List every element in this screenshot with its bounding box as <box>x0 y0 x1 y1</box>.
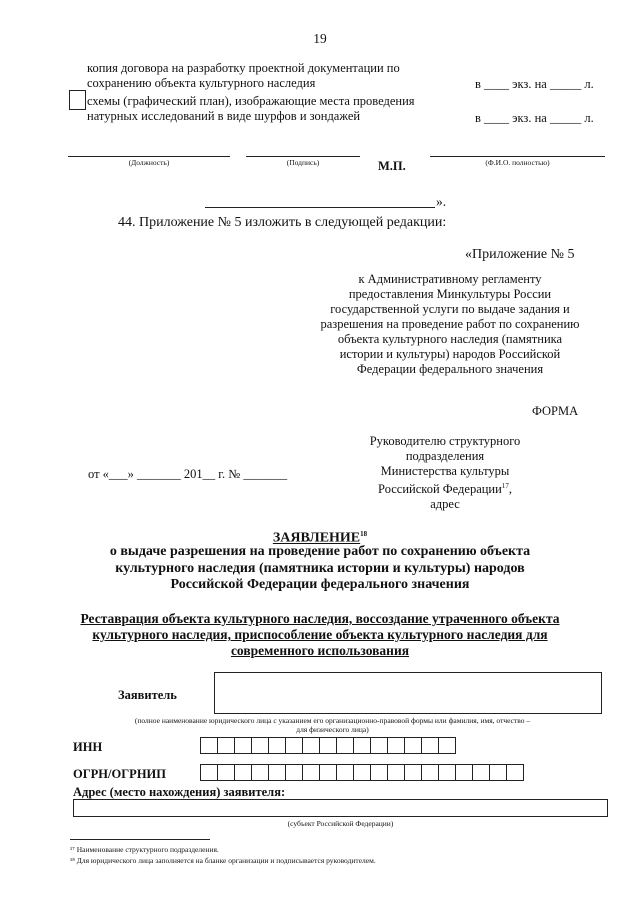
ogrn-cell[interactable] <box>438 764 456 781</box>
addressee-line: Руководителю структурного <box>369 434 521 448</box>
statement-subtitle: о выдаче разрешения на проведение работ по сохранению объекта культурного наследия (памятника истории и культуры) народов Российской Федерации федерального значения <box>109 544 531 592</box>
inn-cell[interactable] <box>200 737 218 754</box>
stamp-label: М.П. <box>378 159 406 173</box>
addressee-line: Министерства культуры <box>380 464 510 478</box>
ogrn-cell[interactable] <box>489 764 507 781</box>
inn-cell[interactable] <box>302 737 320 754</box>
appendix-line: Федерации федерального значения <box>356 362 544 376</box>
statement-title: ЗАЯВЛЕНИЕ$^{18}$ <box>272 530 368 546</box>
appendix-line: к Административному регламенту <box>358 272 542 286</box>
date-number-line: от «___» _______ 201__ г. № _______ <box>88 467 288 481</box>
footnote-ref-18: 18 <box>360 530 368 538</box>
position-line <box>68 156 230 157</box>
inn-cell[interactable] <box>387 737 405 754</box>
inn-cell[interactable] <box>404 737 422 754</box>
ogrn-cell[interactable] <box>370 764 388 781</box>
footnote-ref-17: 17 <box>501 482 509 490</box>
document-item-2-copies: в ____ экз. на _____ л. <box>475 111 594 125</box>
inn-cell[interactable] <box>336 737 354 754</box>
addressee-line: адрес <box>430 497 460 512</box>
ogrn-cell[interactable] <box>285 764 303 781</box>
ogrn-cell[interactable] <box>421 764 439 781</box>
fio-label: (Ф.И.О. полностью) <box>485 158 550 167</box>
inn-cell[interactable] <box>353 737 371 754</box>
work-type: Реставрация объекта культурного наследия, воссоздание утраченного объекта культурного наследия, приспособление объекта культурного наследия для современного использования <box>80 611 560 658</box>
appendix-line: разрешения на проведение работ по сохранению <box>320 317 580 331</box>
ogrn-cell[interactable] <box>234 764 252 781</box>
page-number: 19 <box>313 31 327 46</box>
document-item-2-line1: схемы (графический план), изображающие места проведения <box>87 94 415 108</box>
document-item-1 <box>87 61 447 91</box>
closing-quote: ». <box>436 194 447 209</box>
appendix-title: «Приложение № 5 <box>465 247 575 262</box>
inn-cell[interactable] <box>421 737 439 754</box>
ogrn-field[interactable] <box>200 764 523 781</box>
applicant-hint: (полное наименование юридического лица с указанием его организационно-правовой формы или фамилия, имя, отчество – для физического лица) <box>134 716 531 734</box>
ogrn-cell[interactable] <box>319 764 337 781</box>
closing-line <box>205 207 435 208</box>
document-item-2-line2: натурных исследований в виде шурфов и зондажей <box>87 109 361 123</box>
inn-cell[interactable] <box>251 737 269 754</box>
inn-cell[interactable] <box>268 737 286 754</box>
ogrn-cell[interactable] <box>302 764 320 781</box>
appendix-line: государственной услуги по выдаче задания и <box>330 302 570 316</box>
ogrn-cell[interactable] <box>336 764 354 781</box>
document-item-1-line1: копия договора на разработку проектной документации по <box>87 61 400 75</box>
inn-cell[interactable] <box>370 737 388 754</box>
footnote-17: ¹⁷ Наименование структурного подразделения. <box>70 845 219 854</box>
address-label: Адрес (место нахождения) заявителя: <box>73 785 286 799</box>
ogrn-cell[interactable] <box>268 764 286 781</box>
applicant-field[interactable] <box>214 672 602 714</box>
appendix-line: предоставления Минкультуры России <box>348 287 552 301</box>
inn-cell[interactable] <box>319 737 337 754</box>
inn-cell[interactable] <box>285 737 303 754</box>
inn-label: ИНН <box>73 740 103 754</box>
ogrn-cell[interactable] <box>472 764 490 781</box>
ogrn-cell[interactable] <box>251 764 269 781</box>
form-label: ФОРМА <box>532 404 579 418</box>
appendix-line: объекта культурного наследия (памятника <box>337 332 563 346</box>
ogrn-cell[interactable] <box>455 764 473 781</box>
applicant-label: Заявитель <box>118 688 177 702</box>
addressee-block <box>355 434 535 512</box>
appendix-description <box>300 272 600 377</box>
address-field[interactable] <box>73 799 608 817</box>
footnote-18: ¹⁸ Для юридического лица заполняется на бланке организации и подписывается руководителем. <box>70 856 376 865</box>
ogrn-cell[interactable] <box>200 764 218 781</box>
addressee-line: подразделения <box>405 449 485 463</box>
item-44: 44. Приложение № 5 изложить в следующей редакции: <box>118 215 447 230</box>
appendix-line: истории и культуры) народов Российской <box>339 347 561 361</box>
ogrn-cell[interactable] <box>387 764 405 781</box>
inn-cell[interactable] <box>217 737 235 754</box>
position-label: (Должность) <box>128 158 170 167</box>
ogrn-label: ОГРН/ОГРНИП <box>73 767 166 781</box>
signature-label: (Подпись) <box>286 158 320 167</box>
ogrn-cell[interactable] <box>353 764 371 781</box>
document-item-2 <box>87 94 447 124</box>
ogrn-cell[interactable] <box>217 764 235 781</box>
inn-field[interactable] <box>200 737 455 754</box>
document-item-2-checkbox[interactable] <box>69 90 86 110</box>
address-hint: (субъект Российской Федерации) <box>287 819 394 828</box>
fio-line <box>430 156 605 157</box>
ogrn-cell[interactable] <box>506 764 524 781</box>
document-item-1-copies: в ____ экз. на _____ л. <box>475 77 594 91</box>
signature-line <box>246 156 360 157</box>
addressee-line: Российской Федерации$^{17}$, <box>378 482 512 497</box>
inn-cell[interactable] <box>234 737 252 754</box>
footnote-divider <box>70 839 210 840</box>
ogrn-cell[interactable] <box>404 764 422 781</box>
document-item-1-line2: сохранению объекта культурного наследия <box>87 76 316 90</box>
inn-cell[interactable] <box>438 737 456 754</box>
